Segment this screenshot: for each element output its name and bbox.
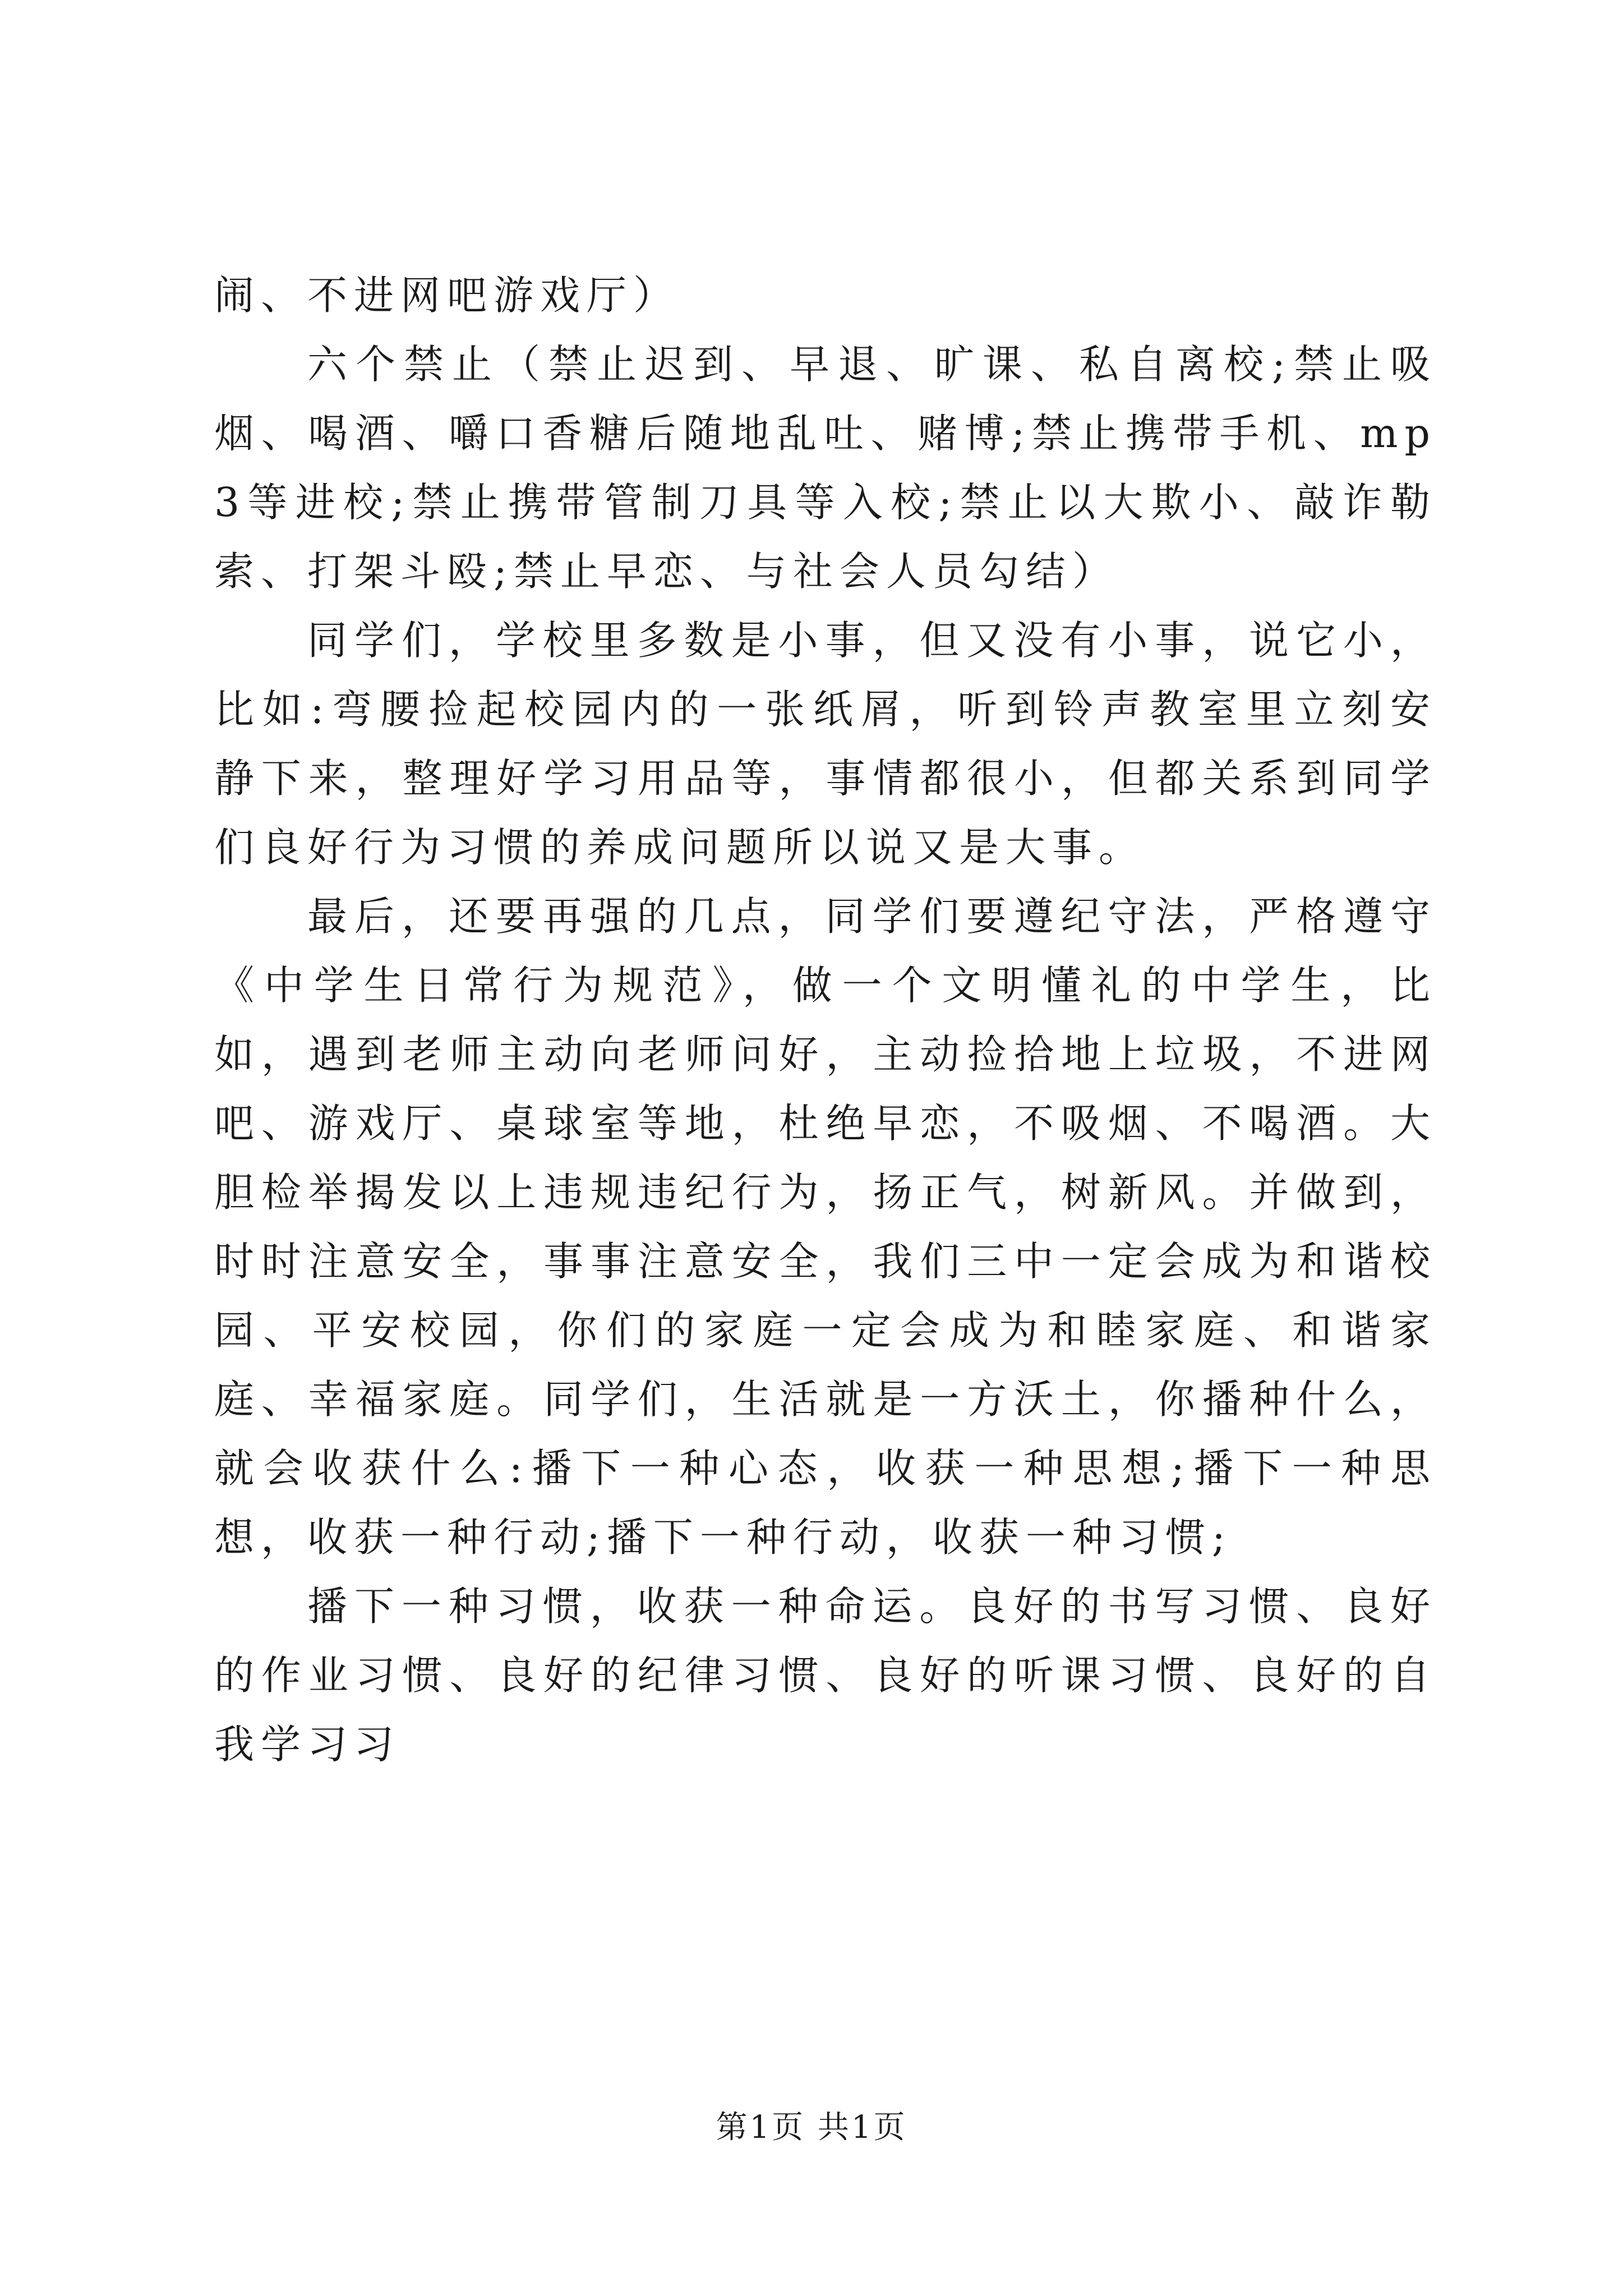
paragraph-3: 同学们，学校里多数是小事，但又没有小事，说它小，比如:弯腰捡起校园内的一张纸屑，听到铃声教室里立刻安静下来，整理好学习用品等，事情都很小，但都关系到同学们良好行为习惯的养成问题所以说又是大事。: [214, 617, 1437, 871]
paragraph-1: 闹、不进网吧游戏厅）: [214, 272, 680, 319]
paragraph-4: 最后，还要再强的几点，同学们要遵纪守法，严格遵守《中学生日常行为规范》，做一个文明懂礼的中学生，比如，遇到老师主动向老师问好，主动捡拾地上垃圾，不进网吧、游戏厅、桌球室等地，杜绝早恋，不吸烟、不喝酒。大胆检举揭发以上违规违纪行为，扬正气，树新风。并做到，时时注意安全，事事注意安全，我们三中一定会成为和谐校园、平安校园，你们的家庭一定会成为和睦家庭、和谐家庭、幸福家庭。同学们，生活就是一方沃土，你播种什么，就会收获什么:播下一种心态，收获一种思想;播下一种思想，收获一种行动;播下一种行动，收获一种习惯;: [214, 893, 1437, 1561]
page-footer: 第1页 共1页: [716, 2109, 907, 2146]
document-body: [214, 261, 1437, 1779]
paragraph-2: 六个禁止（禁止迟到、早退、旷课、私自离校;禁止吸烟、喝酒、嚼口香糖后随地乱吐、赌博;禁止携带手机、mp3等进校;禁止携带管制刀具等入校;禁止以大欺小、敲诈勒索、打架斗殴;禁止早恋、与社会人员勾结）: [214, 341, 1437, 595]
paragraph-5: 播下一种习惯，收获一种命运。良好的书写习惯、良好的作业习惯、良好的纪律习惯、良好的听课习惯、良好的自我学习习: [214, 1583, 1437, 1768]
